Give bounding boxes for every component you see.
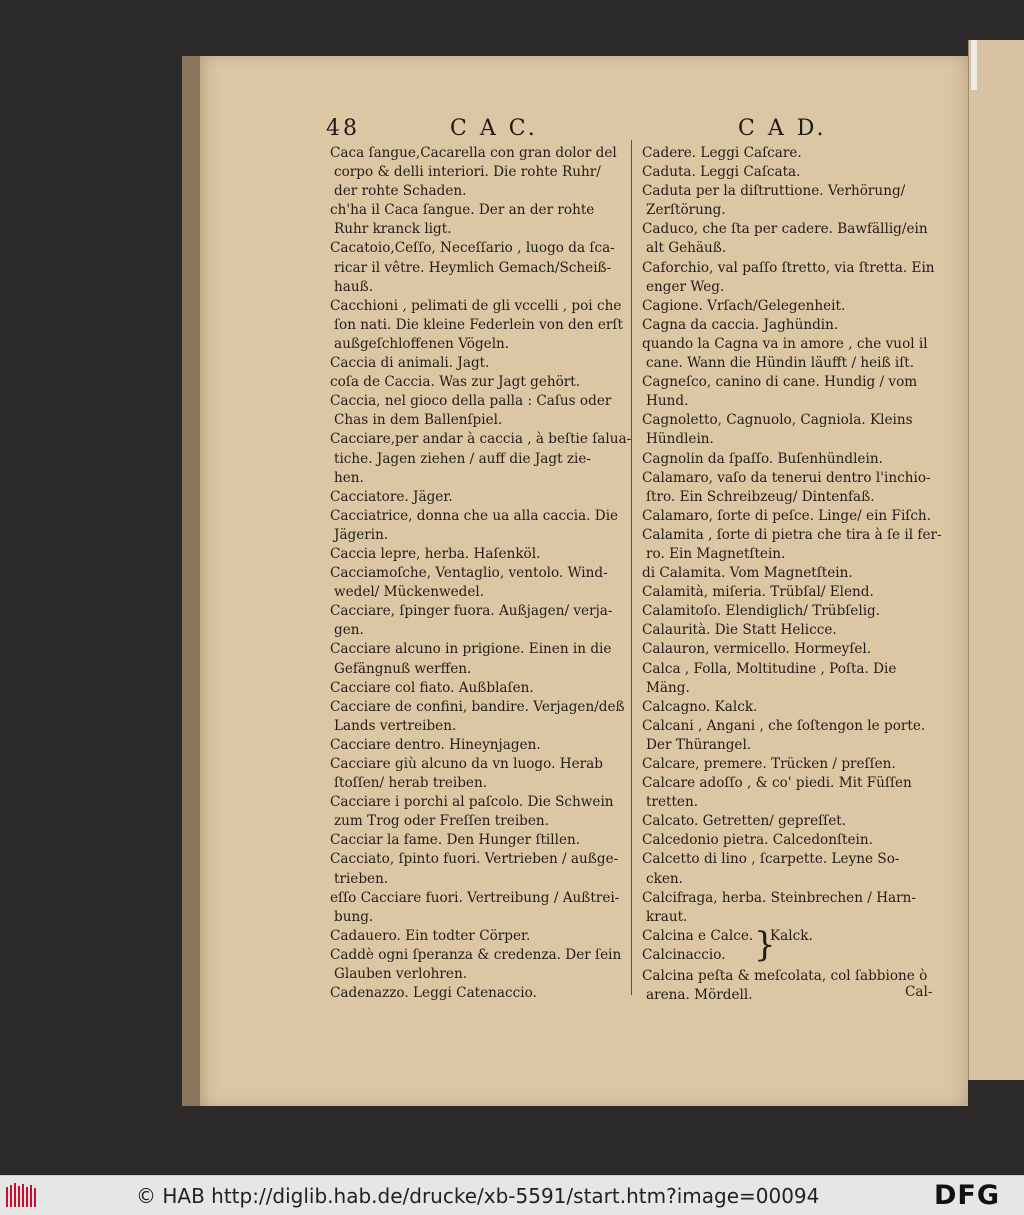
dictionary-entry: [642, 583, 938, 602]
entry-line: arena. Mördell.: [646, 986, 753, 1003]
entry-line: enger Weg.: [646, 278, 725, 295]
catchword: Cal-: [905, 984, 933, 1000]
dictionary-entry: [330, 698, 626, 736]
entry-line: corpo & delli interiori. Die rohte Ruhr/: [334, 164, 601, 181]
entry-line: Jägerin.: [334, 526, 389, 543]
dictionary-entry: [642, 602, 938, 621]
entry-line: Calcedonio pietra. Calcedonſtein.: [642, 832, 873, 849]
entry-line: Cacciar la fame. Den Hunger ſtillen.: [330, 832, 581, 849]
entry-line: Calamità, miſeria. Trübſal/ Elend.: [642, 584, 874, 601]
dictionary-entry: [642, 450, 938, 469]
dictionary-entry: [642, 831, 938, 850]
page-fore-edge: [182, 56, 200, 1106]
dictionary-entry: [330, 545, 626, 564]
right-column: [642, 144, 942, 1005]
dictionary-entry: [330, 946, 626, 984]
entry-line: Caccia, nel gioco della palla : Caſus oder: [330, 393, 612, 410]
dictionary-entry: [330, 640, 626, 678]
entry-line: Caforchio, val paſſo ſtretto, via ſtretta. Ein: [642, 259, 935, 276]
dictionary-entry: [330, 507, 626, 545]
dictionary-entry: [642, 621, 938, 640]
calc-gloss: Kalck.: [770, 927, 813, 944]
entry-line: bung.: [334, 908, 374, 925]
dictionary-entry: [330, 889, 626, 927]
right-column-entries: [642, 144, 942, 927]
entry-line: Lands vertreiben.: [334, 717, 457, 734]
entry-line: Calamita , ſorte di pietra che tira à ſe il fer-: [642, 526, 942, 543]
dictionary-entry: [642, 755, 938, 774]
entry-line: Cagnolin da ſpaſſo. Buſenhündlein.: [642, 450, 883, 467]
entry-line: Cagna da caccia. Jaghündin.: [642, 316, 839, 333]
dictionary-entry: [330, 430, 632, 487]
entry-line: Cagnoletto, Cagnuolo, Cagniola. Kleins: [642, 412, 913, 429]
dictionary-entry: [642, 144, 938, 163]
header-left: C A C.: [450, 116, 538, 141]
dictionary-entry: [330, 984, 626, 1003]
dictionary-entry: [330, 144, 626, 201]
dictionary-entry: [642, 316, 938, 335]
dictionary-entry: [642, 182, 938, 220]
entry-line: Calcani , Angani , che ſoſtengon le porte.: [642, 717, 926, 734]
entry-line: Calamaro, vaſo da tenerui dentro l'inchio-: [642, 469, 931, 486]
dfg-logo: DFG: [934, 1180, 1001, 1211]
entry-line: gen.: [334, 622, 364, 639]
page-number: 48: [326, 116, 360, 141]
entry-line: Calcare adoſſo , & co' piedi. Mit Füſſen: [642, 775, 912, 792]
entry-line: Ruhr kranck ligt.: [334, 221, 452, 238]
entry-line: Calcifraga, herba. Steinbrechen / Harn-: [642, 889, 917, 906]
entry-line: ſtoſſen/ herab treiben.: [334, 775, 488, 792]
entry-line: eſſo Cacciare fuori. Vertreibung / Außtrei-: [330, 889, 620, 906]
entry-line: Hund.: [646, 393, 689, 410]
dictionary-entry: [330, 564, 626, 602]
dictionary-entry: [642, 297, 938, 316]
dictionary-entry: [330, 373, 626, 392]
entry-line: Cacciare dentro. Hineynjagen.: [330, 736, 541, 753]
dictionary-entry: [330, 392, 626, 430]
dictionary-entry: [642, 850, 938, 888]
page-clip: [971, 40, 977, 90]
calcina-group: [642, 924, 938, 967]
entry-line: Cacciatrice, donna che ua alla caccia. Die: [330, 507, 619, 524]
dictionary-entry: [330, 297, 626, 354]
entry-line: Calamaro, ſorte di peſce. Linge/ ein Fiſch.: [642, 507, 932, 524]
entry-line: Caddè ogni ſperanza & credenza. Der ſein: [330, 946, 622, 963]
entry-line: Calcato. Getretten/ gepreſſet.: [642, 813, 847, 830]
entry-line: Der Thürangel.: [646, 736, 752, 753]
entry-line: Calcare, premere. Trücken / preſſen.: [642, 756, 896, 772]
entry-line: Cadauero. Ein todter Cörper.: [330, 927, 531, 944]
dictionary-entry: [642, 967, 938, 1005]
dictionary-entry: [642, 469, 938, 507]
entry-line: Caccia lepre, herba. Haſenköl.: [330, 545, 541, 562]
entry-line: Caduta per la diſtruttione. Verhörung/: [642, 183, 906, 200]
entry-line: Cadere. Leggi Caſcare.: [642, 145, 802, 161]
entry-line: coſa de Caccia. Was zur Jagt gehört.: [330, 374, 581, 391]
entry-line: Cacciare alcuno in prigione. Einen in die: [330, 641, 612, 658]
entry-line: cken.: [646, 870, 683, 887]
entry-line: cane. Wann die Hündin läufft / heiß iſt.: [646, 355, 915, 372]
entry-line: Cacciare,per andar à caccia , à beſtie ſalua-: [330, 431, 632, 448]
entry-line: Caduta. Leggi Caſcata.: [642, 164, 801, 181]
dictionary-entry: [642, 163, 938, 182]
dictionary-entry: [330, 736, 626, 755]
entry-line: Hündlein.: [646, 431, 714, 448]
dictionary-entry: [642, 259, 938, 297]
entry-line: Caduco, che ſta per cadere. Bawfällig/ein: [642, 221, 928, 238]
entry-line: ro. Ein Magnetſtein.: [646, 545, 786, 562]
entry-line: Calca , Folla, Moltitudine , Poſta. Die: [642, 660, 897, 677]
entry-line: tiche. Jagen ziehen / auff die Jagt zie-: [334, 450, 592, 467]
entry-line: tretten.: [646, 794, 699, 811]
entry-line: Calcina peſta & meſcolata, col ſabbione ò: [642, 967, 928, 984]
entry-line: Cagneſco, canino di cane. Hundig / vom: [642, 374, 918, 391]
entry-line: Zerſtörung.: [646, 202, 726, 219]
entry-line: Calamitoſo. Elendiglich/ Trübſelig.: [642, 603, 881, 620]
brace-icon: }: [754, 924, 776, 965]
entry-line: Chas in dem Ballenſpiel.: [334, 412, 503, 429]
calc-term-1: Calcina e Calce.: [642, 927, 754, 944]
facing-page-edge: [968, 40, 1024, 1080]
entry-line: di Calamita. Vom Magnetſtein.: [642, 565, 853, 582]
entry-line: wedel/ Mückenwedel.: [334, 584, 485, 601]
dictionary-entry: [330, 831, 626, 850]
dictionary-entry: [642, 774, 938, 812]
entry-line: Calaurità. Die Statt Helicce.: [642, 622, 837, 639]
entry-line: Cacciamoſche, Ventaglio, ventolo. Wind-: [330, 565, 608, 582]
calc-term-2: Calcinaccio.: [642, 946, 726, 963]
dictionary-entry: [642, 698, 938, 717]
dictionary-entry: [330, 602, 626, 640]
entry-line: quando la Cagna va in amore , che vuol il: [642, 335, 928, 352]
dictionary-entry: [330, 679, 626, 698]
dictionary-entry: [642, 373, 938, 411]
entry-line: ſon nati. Die kleine Federlein von den erſt: [334, 316, 623, 333]
header-right: C A D.: [738, 116, 827, 141]
dictionary-entry: [642, 812, 938, 831]
entry-line: Cacchioni , pelimati de gli vccelli , poi che: [330, 297, 622, 314]
entry-line: ſtro. Ein Schreibzeug/ Dintenfaß.: [646, 488, 875, 505]
entry-line: Cacciare de confini, bandire. Verjagen/deß: [330, 698, 625, 715]
dictionary-entry: [642, 640, 938, 659]
entry-line: zum Trog oder Freſſen treiben.: [334, 813, 549, 830]
entry-line: Cagione. Vrſach/Gelegenheit.: [642, 297, 846, 314]
dictionary-entry: [330, 755, 626, 793]
dictionary-entry: [330, 850, 626, 888]
column-rule: [631, 140, 632, 995]
dictionary-entry: [642, 335, 938, 373]
entry-line: hauß.: [334, 278, 374, 295]
entry-line: der rohte Schaden.: [334, 183, 467, 200]
dictionary-entry: [642, 411, 938, 449]
left-column: [330, 144, 632, 1003]
entry-line: Caccia di animali. Jagt.: [330, 355, 490, 372]
dictionary-entry: [330, 793, 626, 831]
entry-line: Cacciare, ſpinger fuora. Außjagen/ verja-: [330, 603, 613, 620]
entry-line: kraut.: [646, 908, 688, 925]
entry-line: Cacciare col fiato. Außblaſen.: [330, 679, 534, 696]
dictionary-entry: [642, 660, 938, 698]
copyright-link[interactable]: © HAB http://diglib.hab.de/drucke/xb-5591/start.htm?image=00094: [136, 1184, 820, 1208]
entry-line: Cacciato, ſpinto fuori. Vertrieben / außge-: [330, 851, 619, 868]
dictionary-entry: [642, 526, 942, 564]
entry-line: Glauben verlohren.: [334, 966, 468, 983]
entry-line: ch'ha il Caca ſangue. Der an der rohte: [330, 202, 595, 219]
right-last-entry: [642, 967, 938, 1005]
dictionary-entry: [330, 201, 626, 239]
entry-line: Calcetto di lino , ſcarpette. Leyne So-: [642, 851, 900, 868]
entry-line: Calauron, vermicello. Hormeyſel.: [642, 641, 872, 658]
dictionary-entry: [642, 889, 938, 927]
entry-line: Cacatoio,Ceſſo, Neceſſario , luogo da ſca-: [330, 240, 615, 257]
dictionary-entry: [330, 488, 626, 507]
entry-line: Mäng.: [646, 679, 690, 696]
entry-line: trieben.: [334, 870, 389, 887]
entry-line: Cacciare i porchi al paſcolo. Die Schwein: [330, 794, 614, 811]
hab-barcode-logo-icon[interactable]: [6, 1183, 38, 1209]
entry-line: Cacciatore. Jäger.: [330, 488, 453, 505]
entry-line: außgeſchloffenen Vögeln.: [334, 335, 510, 352]
dictionary-entry: [330, 354, 626, 373]
entry-line: Caca ſangue,Cacarella con gran dolor del: [330, 145, 617, 161]
entry-line: Cadenazzo. Leggi Catenaccio.: [330, 985, 537, 1002]
entry-line: Cacciare giù alcuno da vn luogo. Herab: [330, 756, 603, 772]
entry-line: ricar il vêtre. Heymlich Gemach/Scheiß-: [334, 259, 612, 276]
entry-line: Gefängnuß werffen.: [334, 660, 472, 677]
dictionary-entry: [642, 220, 938, 258]
dictionary-entry: [642, 564, 938, 583]
footer-bar: [0, 1175, 1024, 1215]
dictionary-entry: [330, 239, 626, 296]
dictionary-entry: [642, 507, 938, 526]
dictionary-entry: [642, 717, 938, 755]
entry-line: Calcagno. Kalck.: [642, 698, 758, 715]
entry-line: alt Gehäuß.: [646, 240, 727, 257]
entry-line: hen.: [334, 469, 364, 486]
dictionary-entry: [330, 927, 626, 946]
